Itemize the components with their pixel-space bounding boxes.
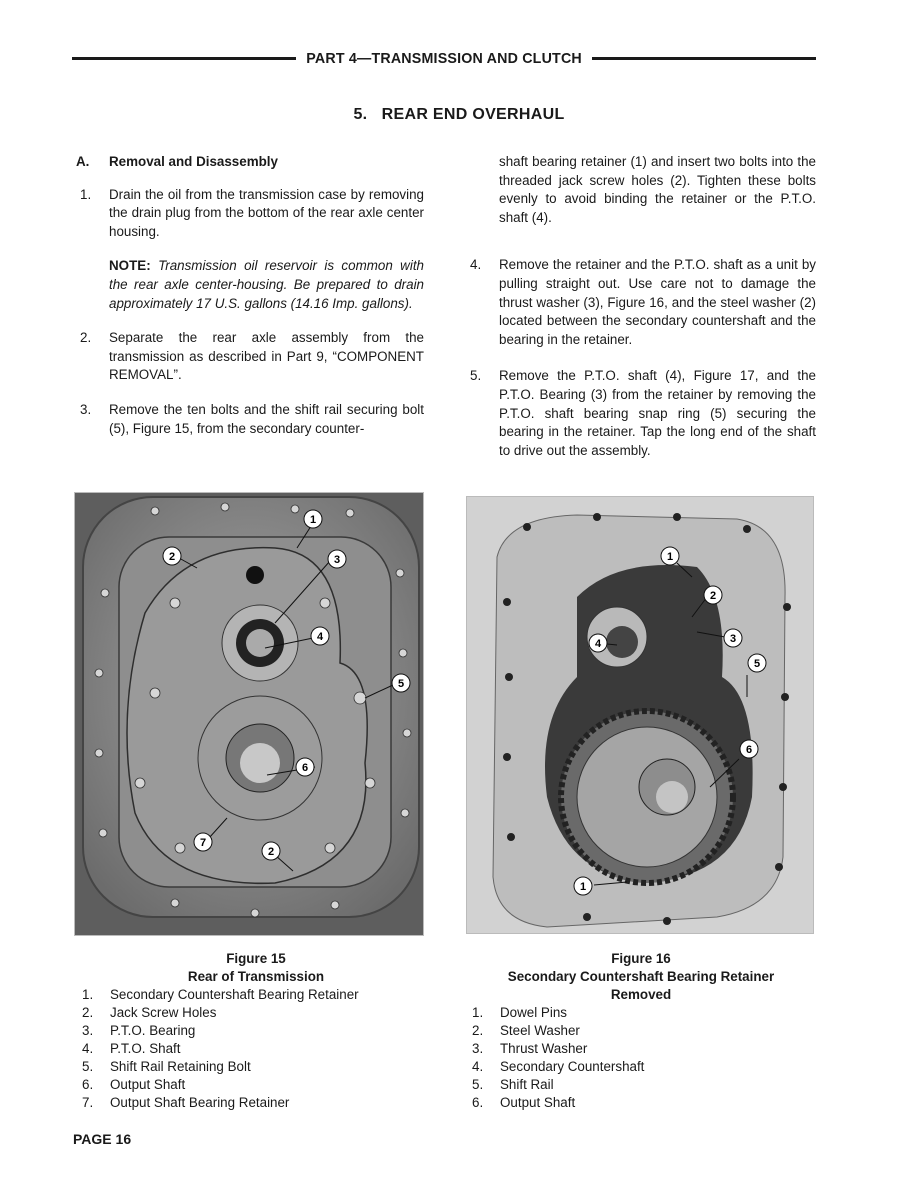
note-text: Transmission oil reservoir is common with the rear axle center-housing. Be prepared to drain approximately 17 U.S. gallons (14.16 Imp. gallons). — [109, 258, 424, 311]
step-2 — [76, 329, 424, 385]
callout-2 — [163, 547, 181, 565]
section-title: 5. REAR END OVERHAUL — [353, 106, 565, 123]
legend-item: 1. Secondary Countershaft Bearing Retainer — [82, 987, 359, 1002]
left-column — [76, 153, 424, 454]
figure-16-photo — [466, 496, 814, 934]
subsection-label: A. — [76, 154, 90, 169]
legend-item: 1. Dowel Pins — [472, 1005, 567, 1020]
svg-text:6: 6 — [301, 762, 309, 774]
callout-2 — [704, 586, 722, 604]
step-text: Remove the ten bolts and the shift rail securing bolt (5), Figure 15, from the secondary counter- — [109, 401, 424, 436]
svg-text:2: 2 — [709, 590, 717, 602]
svg-text:6: 6 — [745, 744, 753, 756]
legend-item: 6. Output Shaft — [472, 1095, 576, 1110]
svg-text:4: 4 — [316, 631, 324, 643]
transmission-rear-illustration — [75, 493, 423, 935]
step-3-continuation: shaft bearing retainer (1) and insert two bolts into the threaded jack screw holes (2). Tighten these bolts evenly to avoid binding the retainer or the P.T.O. shaft (4). — [499, 154, 816, 225]
callout-1 — [661, 547, 679, 565]
legend-item: 2. Steel Washer — [472, 1023, 580, 1038]
svg-text:1: 1 — [666, 551, 674, 563]
svg-text:7: 7 — [199, 837, 207, 849]
legend-item: 3. P.T.O. Bearing — [82, 1023, 196, 1038]
legend-item: 6. Output Shaft — [82, 1077, 186, 1092]
legend-item: 4. Secondary Countershaft — [472, 1059, 645, 1074]
callout-7 — [194, 833, 212, 851]
step-text: Remove the retainer and the P.T.O. shaft as a unit by pulling straight out. Use care not to damage the thrust washer (3), Figure 16, and the steel washer (2) located between the secondary countershaft and the bearing in the retainer. — [499, 257, 816, 347]
svg-text:1: 1 — [309, 514, 317, 526]
callout-1b — [574, 877, 592, 895]
figure-15-photo — [74, 492, 424, 936]
legend-item: 5. Shift Rail Retaining Bolt — [82, 1059, 251, 1074]
step-3 — [76, 401, 424, 438]
figure-16-caption — [466, 950, 816, 1112]
step-number: 3. — [80, 401, 92, 417]
step-4 — [466, 256, 816, 349]
svg-text:5: 5 — [753, 658, 761, 670]
svg-text:1: 1 — [579, 881, 587, 893]
countershaft-illustration — [467, 497, 813, 933]
legend-item: 2. Jack Screw Holes — [82, 1005, 217, 1020]
part-header — [72, 48, 816, 68]
svg-text:2: 2 — [267, 846, 275, 858]
svg-text:4: 4 — [594, 638, 602, 650]
right-column — [466, 153, 816, 476]
header-rule-left — [72, 57, 296, 60]
note-block — [76, 257, 424, 313]
step-number: 4. — [470, 257, 482, 273]
step-1 — [76, 186, 424, 242]
figure-16-subtitle-line2: Removed — [610, 987, 672, 1002]
legend-item: 3. Thrust Washer — [472, 1041, 588, 1056]
callout-2b — [262, 842, 280, 860]
legend-item: 5. Shift Rail — [472, 1077, 554, 1092]
svg-text:5: 5 — [397, 678, 405, 690]
figure-15-caption — [76, 950, 436, 1112]
legend-item: 7. Output Shaft Bearing Retainer — [82, 1095, 290, 1110]
note-label: NOTE: — [109, 258, 151, 274]
callout-3 — [328, 550, 346, 568]
callout-6 — [740, 740, 758, 758]
subsection-title: Removal and Disassembly — [109, 154, 278, 169]
svg-text:3: 3 — [729, 633, 737, 645]
legend-item: 4. P.T.O. Shaft — [82, 1041, 181, 1056]
page-number: PAGE 16 — [73, 1131, 132, 1147]
callout-4 — [311, 627, 329, 645]
svg-text:3: 3 — [333, 554, 341, 566]
step-text: Remove the P.T.O. shaft (4), Figure 17, and the P.T.O. Bearing (3) from the retainer by removing the P.T.O. shaft bearing snap ring (5) securing the bearing in the retainer. Tap the long end of the shaft to drive out the assembly. — [499, 368, 816, 458]
callout-1 — [304, 510, 322, 528]
figure-16-title: Figure 16 — [611, 951, 671, 966]
svg-text:2: 2 — [168, 551, 176, 563]
step-number: 1. — [80, 186, 92, 202]
callout-3 — [724, 629, 742, 647]
callout-5 — [748, 654, 766, 672]
callout-5 — [392, 674, 410, 692]
step-number: 2. — [80, 330, 92, 346]
figure-16-subtitle-line1: Secondary Countershaft Bearing Retainer — [507, 969, 775, 984]
step-text: Separate the rear axle assembly from the transmission as described in Part 9, “COMPONENT REMOVAL”. — [109, 330, 424, 383]
step-text: Drain the oil from the transmission case by removing the drain plug from the bottom of the rear axle center housing. — [109, 186, 424, 239]
callout-6 — [296, 758, 314, 776]
figure-15-subtitle: Rear of Transmission — [187, 969, 325, 984]
step-number: 5. — [470, 368, 482, 384]
part-title: PART 4—TRANSMISSION AND CLUTCH — [306, 49, 582, 67]
subsection-heading — [76, 153, 424, 172]
header-rule-right — [592, 57, 816, 60]
step-5 — [466, 367, 816, 460]
figure-15-title: Figure 15 — [226, 951, 286, 966]
callout-4 — [589, 634, 607, 652]
